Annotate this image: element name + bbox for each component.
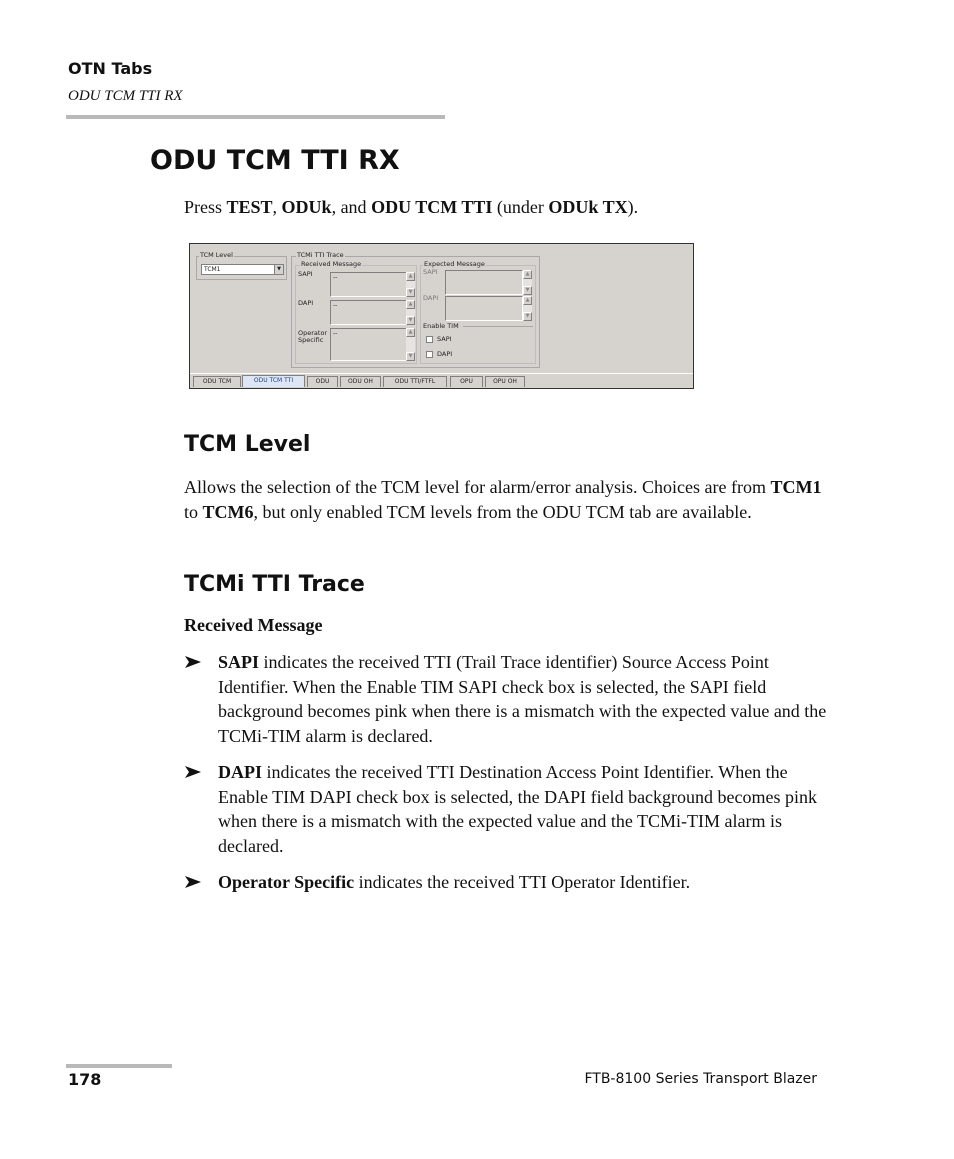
bullet-body: indicates the received TTI Operator Identifier. — [354, 872, 691, 892]
scroll-up-icon[interactable]: ▲ — [406, 272, 415, 281]
scroll-down-icon[interactable]: ▼ — [523, 286, 532, 295]
received-message-heading: Received Message — [184, 615, 323, 635]
intro-oduk-tx: ODUk TX — [548, 197, 628, 217]
tcmi-tti-trace-heading: TCMi TTI Trace — [184, 572, 365, 597]
expected-dapi-label: DAPI — [423, 294, 439, 302]
page-title: ODU TCM TTI RX — [150, 145, 400, 176]
received-message-label: Received Message — [301, 260, 362, 268]
footer-rule — [66, 1064, 172, 1068]
expected-sapi-label: SAPI — [423, 268, 438, 276]
tab-odu[interactable]: ODU — [307, 376, 338, 387]
received-sapi-value: -- — [333, 274, 338, 281]
tim-sapi-label: SAPI — [437, 335, 452, 343]
expected-message-label: Expected Message — [424, 260, 485, 268]
tab-odu-tti-ftfl[interactable]: ODU TTI/FTFL — [383, 376, 447, 387]
received-sapi-scrollbar[interactable] — [406, 272, 415, 297]
tab-opu[interactable]: OPU — [450, 376, 483, 387]
enable-tim-divider — [463, 326, 533, 327]
scroll-down-icon[interactable]: ▼ — [523, 312, 532, 321]
bullet-arrow-icon — [184, 873, 202, 891]
operator-specific-scrollbar[interactable] — [406, 328, 415, 361]
tcm-level-text: Allows the selection of the TCM level for alarm/error analysis. Choices are from — [184, 477, 771, 497]
bullet-term: SAPI — [218, 652, 260, 672]
tab-odu-oh[interactable]: ODU OH — [340, 376, 381, 387]
bullet-term: Operator Specific — [218, 872, 355, 892]
expected-dapi-field[interactable] — [445, 296, 523, 321]
tim-sapi-checkbox[interactable] — [426, 336, 433, 343]
scroll-up-icon[interactable]: ▲ — [406, 300, 415, 309]
bullet-text — [218, 650, 828, 748]
bullet-text — [218, 870, 828, 895]
received-dapi-value: -- — [333, 302, 338, 309]
product-name: FTB-8100 Series Transport Blazer — [584, 1071, 817, 1087]
tcm-level-text: to — [184, 502, 203, 522]
received-dapi-field — [330, 300, 407, 325]
scroll-up-icon[interactable]: ▲ — [523, 270, 532, 279]
tab-opu-oh[interactable]: OPU OH — [485, 376, 525, 387]
intro-text: Press — [184, 197, 227, 217]
scroll-down-icon[interactable]: ▼ — [406, 316, 415, 325]
expected-sapi-scrollbar[interactable] — [523, 270, 532, 295]
expected-dapi-scrollbar[interactable] — [523, 296, 532, 321]
intro-text: , and — [331, 197, 372, 217]
intro-text: ). — [627, 197, 639, 217]
tab-bar — [190, 373, 693, 388]
tim-dapi-checkbox[interactable] — [426, 351, 433, 358]
received-sapi-field — [330, 272, 407, 297]
scroll-down-icon[interactable]: ▼ — [406, 288, 415, 297]
tcm6-term: TCM6 — [202, 502, 254, 522]
page-number: 178 — [68, 1070, 102, 1089]
intro-text: , — [272, 197, 282, 217]
intro-oduk: ODUk — [281, 197, 332, 217]
bullet-body: indicates the received TTI (Trail Trace identifier) Source Access Point Identifier. When the Enable TIM SAPI check box is selected, the SAPI field background becomes pink when there is a mismatch with the expected value and the TCMi-TIM alarm is declared. — [218, 652, 827, 746]
bullet-arrow-icon — [184, 763, 202, 781]
scroll-up-icon[interactable]: ▲ — [406, 328, 415, 337]
enable-tim-label: Enable TIM — [423, 322, 459, 330]
intro-odu-tcm-tti: ODU TCM TTI — [371, 197, 493, 217]
tab-odu-tcm-tti[interactable]: ODU TCM TTI — [242, 375, 305, 387]
intro-text: (under — [492, 197, 549, 217]
ui-screenshot — [189, 243, 694, 389]
operator-specific-value: -- — [333, 330, 338, 337]
section-subtitle: ODU TCM TTI RX — [68, 88, 183, 104]
bullet-text — [218, 760, 828, 858]
bullet-arrow-icon — [184, 653, 202, 671]
bullet-term: DAPI — [218, 762, 262, 782]
tcm-level-select-value: TCM1 — [204, 266, 221, 273]
tcm-level-select[interactable] — [201, 264, 284, 275]
received-sapi-label: SAPI — [298, 270, 313, 278]
tab-odu-tcm[interactable]: ODU TCM — [193, 376, 241, 387]
tcm-level-heading: TCM Level — [184, 432, 311, 457]
bullet-body: indicates the received TTI Destination Access Point Identifier. When the Enable TIM DAPI check box is selected, the DAPI field background becomes pink when there is a mismatch with the expected value and the TCMi-TIM alarm is declared. — [218, 762, 818, 856]
tim-dapi-label: DAPI — [437, 350, 453, 358]
tti-trace-group-label: TCMi TTI Trace — [297, 251, 344, 259]
intro-test: TEST — [226, 197, 273, 217]
received-dapi-scrollbar[interactable] — [406, 300, 415, 325]
chapter-title: OTN Tabs — [68, 59, 153, 78]
tcm-level-text: , but only enabled TCM levels from the ODU TCM tab are available. — [253, 502, 752, 522]
chevron-down-icon[interactable]: ▼ — [274, 265, 283, 274]
operator-specific-label: Operator Specific — [298, 329, 328, 344]
received-dapi-label: DAPI — [298, 299, 314, 307]
scroll-down-icon[interactable]: ▼ — [406, 352, 415, 361]
operator-specific-field — [330, 328, 407, 361]
intro-paragraph — [184, 195, 638, 220]
header-rule — [66, 115, 445, 119]
tcm1-term: TCM1 — [770, 477, 822, 497]
tcm-level-paragraph — [184, 475, 824, 525]
scroll-up-icon[interactable]: ▲ — [523, 296, 532, 305]
expected-sapi-field[interactable] — [445, 270, 523, 295]
tcm-level-group-label: TCM Level — [200, 251, 233, 259]
